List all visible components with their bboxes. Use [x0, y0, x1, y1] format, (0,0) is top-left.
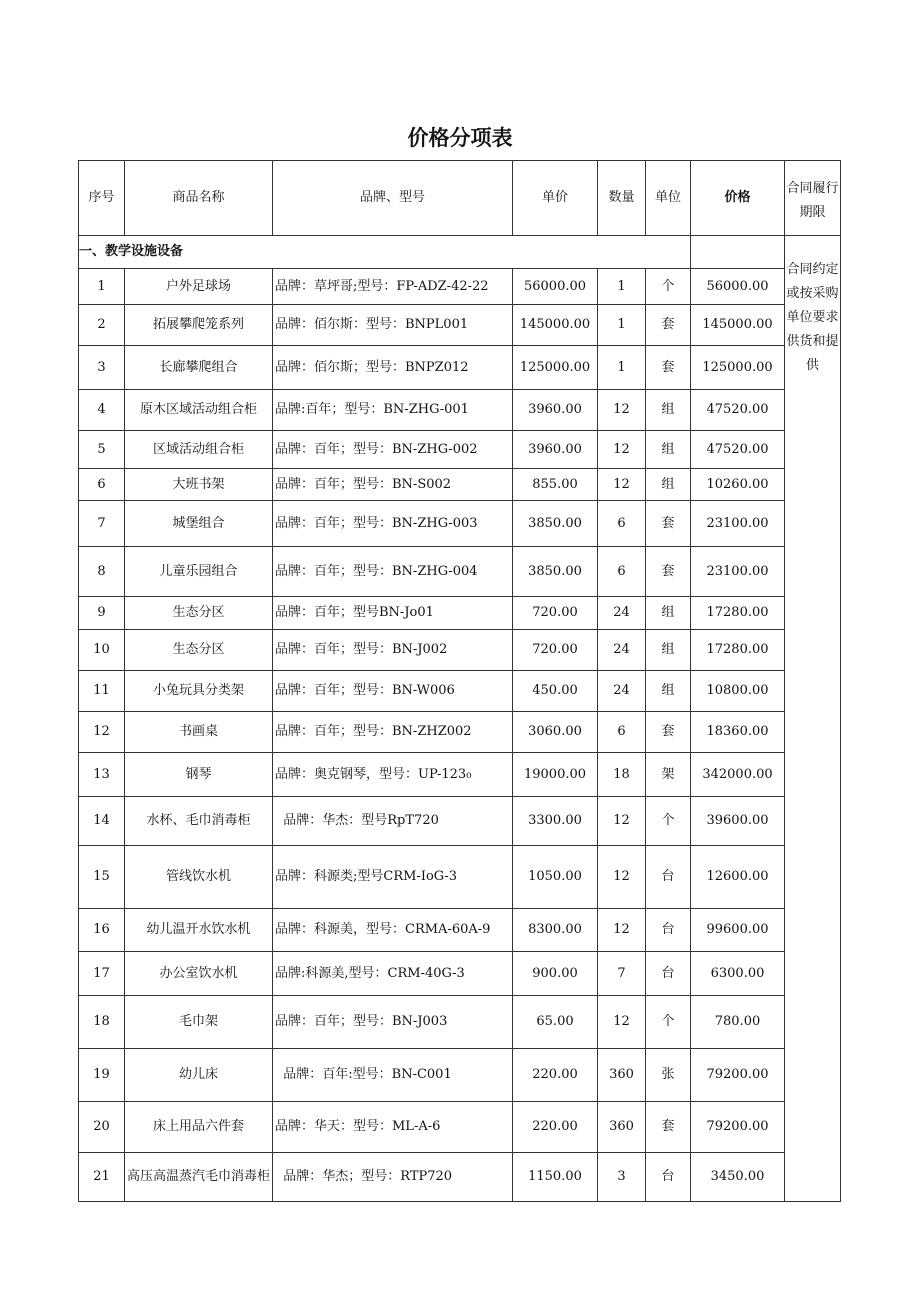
cell-unit: 套	[646, 547, 691, 597]
cell-name: 高压高温蒸汽毛巾消毒柜	[125, 1153, 273, 1202]
cell-qty: 12	[598, 996, 646, 1049]
cell-name: 办公室饮水机	[125, 952, 273, 996]
cell-price: 47520.00	[691, 390, 785, 431]
cell-no: 9	[79, 597, 125, 630]
cell-unit-price: 145000.00	[513, 305, 598, 346]
cell-no: 20	[79, 1102, 125, 1153]
cell-qty: 6	[598, 712, 646, 753]
table-row	[79, 712, 841, 753]
cell-price: 17280.00	[691, 597, 785, 630]
header-price: 价格	[691, 161, 785, 236]
table-row	[79, 469, 841, 501]
cell-brand: 品牌：华杰：型号RpT720	[273, 797, 513, 846]
cell-unit: 个	[646, 996, 691, 1049]
table-row	[79, 996, 841, 1049]
cell-unit: 组	[646, 390, 691, 431]
cell-price: 79200.00	[691, 1102, 785, 1153]
cell-brand: 品牌：华天：型号：ML-A-6	[273, 1102, 513, 1153]
cell-price: 780.00	[691, 996, 785, 1049]
cell-unit-price: 220.00	[513, 1049, 598, 1102]
cell-brand: 品牌:百年；型号：BN-ZHG-001	[273, 390, 513, 431]
cell-qty: 360	[598, 1102, 646, 1153]
cell-no: 4	[79, 390, 125, 431]
page-title: 价格分项表	[407, 126, 513, 150]
cell-no: 5	[79, 431, 125, 469]
cell-name: 水杯、毛巾消毒柜	[125, 797, 273, 846]
cell-brand: 品牌：百年；型号：BN-ZHZ002	[273, 712, 513, 753]
cell-price: 342000.00	[691, 753, 785, 797]
cell-no: 19	[79, 1049, 125, 1102]
cell-name: 长廊攀爬组合	[125, 346, 273, 390]
cell-no: 18	[79, 996, 125, 1049]
cell-name: 儿童乐园组合	[125, 547, 273, 597]
cell-qty: 360	[598, 1049, 646, 1102]
cell-no: 16	[79, 909, 125, 952]
cell-unit-price: 1150.00	[513, 1153, 598, 1202]
cell-brand: 品牌：百年；型号：BN-W006	[273, 671, 513, 712]
cell-unit-price: 3850.00	[513, 547, 598, 597]
cell-price: 145000.00	[691, 305, 785, 346]
table-row	[79, 1102, 841, 1153]
cell-no: 15	[79, 846, 125, 909]
cell-unit: 组	[646, 431, 691, 469]
cell-name: 毛巾架	[125, 996, 273, 1049]
table-row	[79, 753, 841, 797]
cell-name: 幼儿床	[125, 1049, 273, 1102]
cell-qty: 12	[598, 846, 646, 909]
cell-no: 6	[79, 469, 125, 501]
section-row	[79, 236, 841, 269]
table-row	[79, 846, 841, 909]
cell-brand: 品牌：华杰；型号：RTP720	[273, 1153, 513, 1202]
cell-no: 21	[79, 1153, 125, 1202]
cell-name: 钢琴	[125, 753, 273, 797]
header-brand: 品牌、型号	[273, 161, 513, 236]
cell-no: 3	[79, 346, 125, 390]
cell-no: 2	[79, 305, 125, 346]
cell-no: 1	[79, 269, 125, 305]
cell-no: 7	[79, 501, 125, 547]
cell-unit: 套	[646, 501, 691, 547]
cell-unit-price: 720.00	[513, 630, 598, 671]
cell-unit: 套	[646, 712, 691, 753]
cell-unit: 个	[646, 269, 691, 305]
cell-unit-price: 65.00	[513, 996, 598, 1049]
cell-unit: 组	[646, 597, 691, 630]
table-row	[79, 597, 841, 630]
cell-unit: 套	[646, 346, 691, 390]
cell-brand: 品牌:科源美,型号：CRM-40G-3	[273, 952, 513, 996]
table-row	[79, 1153, 841, 1202]
cell-name: 大班书架	[125, 469, 273, 501]
cell-brand: 品牌：百年；型号：BN-J003	[273, 996, 513, 1049]
section-title: 一、教学设施设备	[79, 236, 691, 269]
table-row	[79, 269, 841, 305]
cell-unit: 台	[646, 846, 691, 909]
table-row	[79, 431, 841, 469]
cell-name: 小兔玩具分类架	[125, 671, 273, 712]
table-row	[79, 909, 841, 952]
cell-price: 23100.00	[691, 501, 785, 547]
cell-unit: 架	[646, 753, 691, 797]
cell-price: 47520.00	[691, 431, 785, 469]
cell-price: 10260.00	[691, 469, 785, 501]
cell-unit-price: 900.00	[513, 952, 598, 996]
cell-name: 户外足球场	[125, 269, 273, 305]
cell-price: 18360.00	[691, 712, 785, 753]
table-row	[79, 797, 841, 846]
cell-unit: 台	[646, 1153, 691, 1202]
cell-qty: 24	[598, 630, 646, 671]
cell-name: 床上用品六件套	[125, 1102, 273, 1153]
cell-name: 生态分区	[125, 597, 273, 630]
table-row	[79, 952, 841, 996]
cell-name: 管线饮水机	[125, 846, 273, 909]
cell-qty: 1	[598, 269, 646, 305]
cell-name: 幼儿温开水饮水机	[125, 909, 273, 952]
table-row	[79, 671, 841, 712]
cell-unit-price: 19000.00	[513, 753, 598, 797]
cell-price: 6300.00	[691, 952, 785, 996]
cell-unit-price: 855.00	[513, 469, 598, 501]
cell-qty: 24	[598, 671, 646, 712]
cell-brand: 品牌：科源类;型号CRM-IoG-3	[273, 846, 513, 909]
cell-price: 56000.00	[691, 269, 785, 305]
cell-unit-price: 1050.00	[513, 846, 598, 909]
cell-price: 12600.00	[691, 846, 785, 909]
cell-qty: 12	[598, 469, 646, 501]
cell-price: 39600.00	[691, 797, 785, 846]
cell-unit-price: 450.00	[513, 671, 598, 712]
cell-price: 10800.00	[691, 671, 785, 712]
cell-qty: 6	[598, 547, 646, 597]
cell-qty: 12	[598, 390, 646, 431]
cell-unit: 张	[646, 1049, 691, 1102]
cell-brand: 品牌：百年；型号BN-Jo01	[273, 597, 513, 630]
cell-brand: 品牌：草坪哥;型号：FP-ADZ-42-22	[273, 269, 513, 305]
cell-qty: 12	[598, 909, 646, 952]
cell-qty: 3	[598, 1153, 646, 1202]
cell-unit-price: 3960.00	[513, 390, 598, 431]
cell-brand: 品牌：百年；型号：BN-ZHG-002	[273, 431, 513, 469]
cell-price: 3450.00	[691, 1153, 785, 1202]
header-name: 商品名称	[125, 161, 273, 236]
cell-qty: 1	[598, 305, 646, 346]
cell-unit: 组	[646, 469, 691, 501]
cell-unit: 组	[646, 671, 691, 712]
cell-name: 原木区域活动组合柜	[125, 390, 273, 431]
cell-price: 125000.00	[691, 346, 785, 390]
cell-qty: 6	[598, 501, 646, 547]
cell-brand: 品牌：百年；型号：BN-ZHG-004	[273, 547, 513, 597]
cell-brand: 品牌：科源美，型号：CRMA-60A-9	[273, 909, 513, 952]
header-unit-price: 单价	[513, 161, 598, 236]
cell-brand: 品牌：百年；型号：BN-ZHG-003	[273, 501, 513, 547]
cell-unit-price: 8300.00	[513, 909, 598, 952]
cell-unit-price: 3300.00	[513, 797, 598, 846]
cell-unit-price: 3960.00	[513, 431, 598, 469]
table-row	[79, 390, 841, 431]
cell-qty: 12	[598, 431, 646, 469]
header-unit: 单位	[646, 161, 691, 236]
cell-brand: 品牌：百年:型号：BN-C001	[273, 1049, 513, 1102]
cell-unit: 台	[646, 909, 691, 952]
cell-qty: 1	[598, 346, 646, 390]
table-row	[79, 1049, 841, 1102]
table-row	[79, 305, 841, 346]
section-price-cell	[691, 236, 785, 269]
cell-no: 11	[79, 671, 125, 712]
header-term: 合同履行期限	[785, 161, 841, 236]
cell-no: 8	[79, 547, 125, 597]
cell-no: 17	[79, 952, 125, 996]
cell-price: 79200.00	[691, 1049, 785, 1102]
cell-unit-price: 220.00	[513, 1102, 598, 1153]
cell-brand: 品牌：百年；型号：BN-J002	[273, 630, 513, 671]
cell-unit-price: 3060.00	[513, 712, 598, 753]
cell-unit-price: 720.00	[513, 597, 598, 630]
cell-unit-price: 56000.00	[513, 269, 598, 305]
cell-qty: 12	[598, 797, 646, 846]
cell-unit-price: 125000.00	[513, 346, 598, 390]
cell-brand: 品牌：佰尔斯；型号：BNPZ012	[273, 346, 513, 390]
table-row	[79, 630, 841, 671]
cell-qty: 7	[598, 952, 646, 996]
cell-name: 区域活动组合柜	[125, 431, 273, 469]
cell-no: 12	[79, 712, 125, 753]
cell-price: 17280.00	[691, 630, 785, 671]
cell-name: 城堡组合	[125, 501, 273, 547]
header-seq: 序号	[79, 161, 125, 236]
cell-no: 10	[79, 630, 125, 671]
cell-brand: 品牌：百年；型号：BN-S002	[273, 469, 513, 501]
cell-no: 13	[79, 753, 125, 797]
cell-unit: 套	[646, 305, 691, 346]
cell-unit: 个	[646, 797, 691, 846]
header-qty: 数量	[598, 161, 646, 236]
header-row	[79, 161, 841, 236]
contract-term: 合同约定或按采购单位要求供货和提供	[785, 236, 841, 1202]
table-row	[79, 346, 841, 390]
table-row	[79, 547, 841, 597]
price-table	[78, 160, 841, 1202]
cell-brand: 品牌：佰尔斯：型号：BNPL001	[273, 305, 513, 346]
cell-name: 生态分区	[125, 630, 273, 671]
cell-brand: 品牌：奥克钢琴，型号：UP-123₀	[273, 753, 513, 797]
cell-unit: 台	[646, 952, 691, 996]
cell-unit: 套	[646, 1102, 691, 1153]
cell-price: 23100.00	[691, 547, 785, 597]
cell-name: 拓展攀爬笼系列	[125, 305, 273, 346]
cell-unit: 组	[646, 630, 691, 671]
cell-qty: 24	[598, 597, 646, 630]
cell-price: 99600.00	[691, 909, 785, 952]
cell-unit-price: 3850.00	[513, 501, 598, 547]
table-row	[79, 501, 841, 547]
cell-qty: 18	[598, 753, 646, 797]
cell-name: 书画桌	[125, 712, 273, 753]
cell-no: 14	[79, 797, 125, 846]
